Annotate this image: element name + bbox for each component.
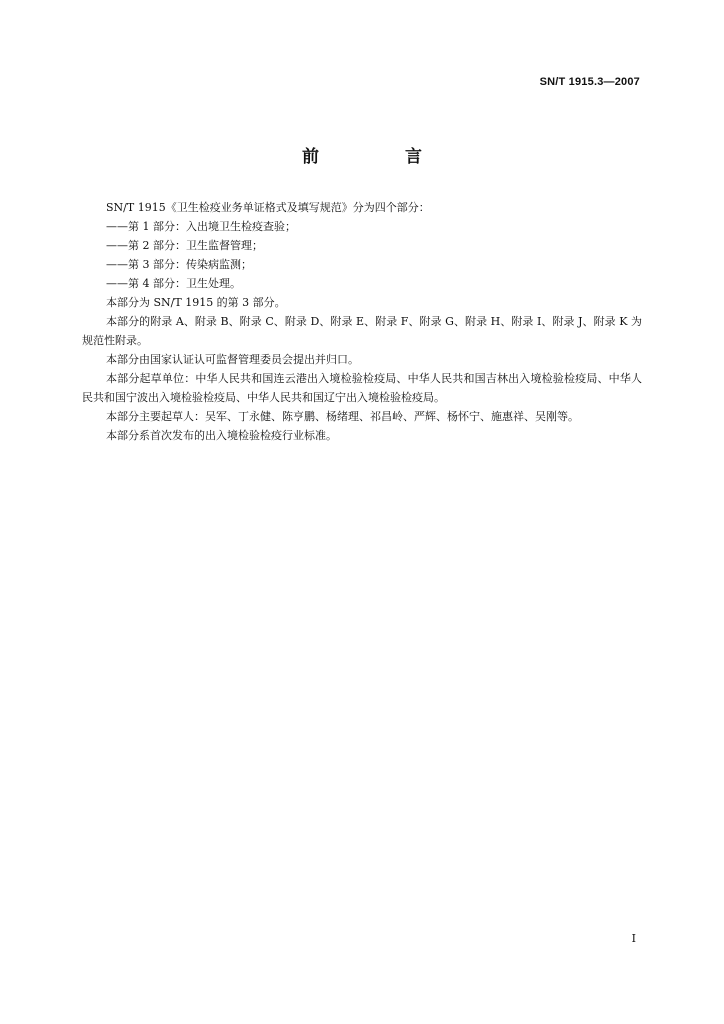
paragraph-drafting-units: 本部分起草单位：中华人民共和国连云港出入境检验检疫局、中华人民共和国吉林出入境检验检疫局、中华人民共和国宁波出入境检验检疫局、中华人民共和国辽宁出入境检验检疫局。 (82, 372, 642, 404)
paragraph-part-4: ——第 4 部分：卫生处理。 (106, 277, 241, 290)
paragraph-parts-intro: SN/T 1915《卫生检疫业务单证格式及填写规范》分为四个部分： (106, 201, 430, 214)
standard-number: SN/T 1915.3—2007 (539, 76, 640, 88)
paragraph-annexes: 本部分的附录 A、附录 B、附录 C、附录 D、附录 E、附录 F、附录 G、附录 H、附录 I、附录 J、附录 K 为规范性附录。 (82, 315, 642, 347)
page-number: I (631, 932, 636, 945)
paragraph-proposer: 本部分由国家认证认可监督管理委员会提出并归口。 (106, 353, 359, 366)
paragraph-first-release: 本部分系首次发布的出入境检验检疫行业标准。 (106, 429, 337, 442)
paragraph-part-3: ——第 3 部分：传染病监测； (106, 258, 252, 271)
page-title: 前 言 (302, 147, 462, 167)
paragraph-part-1: ——第 1 部分：入出境卫生检疫查验； (106, 220, 296, 233)
paragraph-drafters: 本部分主要起草人：吴军、丁永健、陈亨鹏、杨绪理、祁昌岭、严辉、杨怀宁、施惠祥、吴刚等。 (106, 410, 579, 423)
foreword-body (82, 198, 642, 445)
paragraph-part-2: ——第 2 部分：卫生监督管理； (106, 239, 263, 252)
paragraph-this-part: 本部分为 SN/T 1915 的第 3 部分。 (106, 296, 286, 309)
